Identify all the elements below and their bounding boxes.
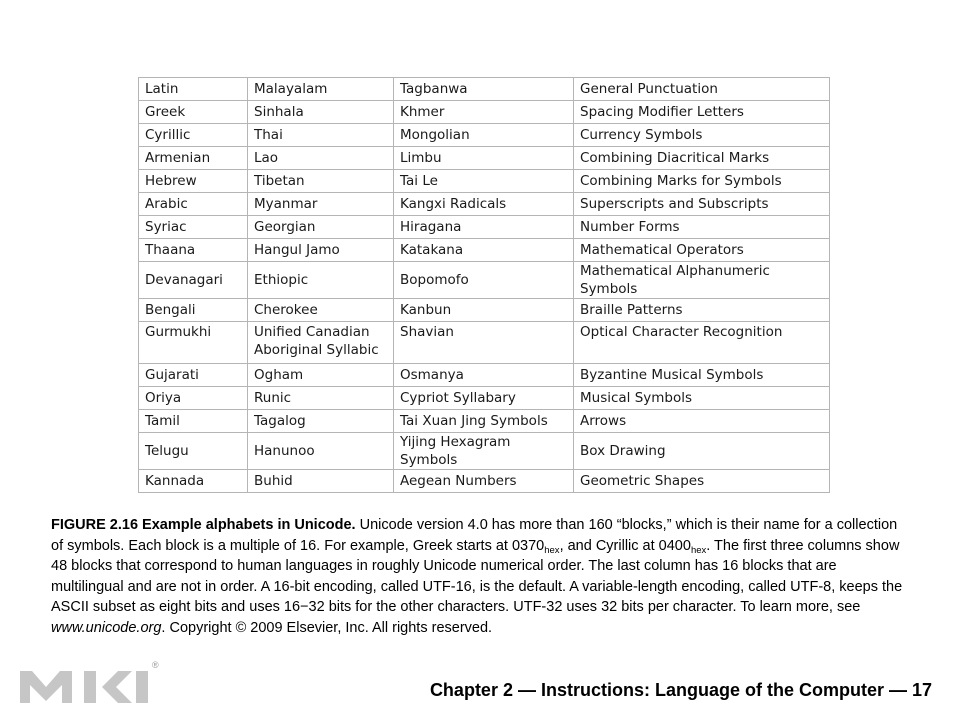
table-cell: Katakana: [394, 239, 574, 262]
table-cell: Arrows: [574, 410, 830, 433]
table-cell: Latin: [139, 78, 248, 101]
table-cell: Gurmukhi: [139, 322, 248, 364]
table-cell: Braille Patterns: [574, 299, 830, 322]
table-cell: Combining Marks for Symbols: [574, 170, 830, 193]
table-cell: Sinhala: [248, 101, 394, 124]
table-cell: Buhid: [248, 470, 394, 493]
table-cell: Malayalam: [248, 78, 394, 101]
table-cell: Aegean Numbers: [394, 470, 574, 493]
table-cell: Oriya: [139, 387, 248, 410]
table-cell: Cherokee: [248, 299, 394, 322]
table-cell: Superscripts and Subscripts: [574, 193, 830, 216]
chapter-footer: Chapter 2 — Instructions: Language of the Computer — 17: [429, 680, 932, 700]
caption-text: . The first three columns show 48 blocks that correspond to human languages in roughly Unicode numerical order. The last column has 16 blocks that are multilingual and are not in order. A 16-bit encoding, called UTF-16, is the default. A variable-length encoding, called UTF-8, keeps the ASCII subset as eight bits and uses 16−32 bits for the other characters. UTF-32 uses 32 bits per character. To learn more, see: [51, 537, 903, 615]
table-cell: Geometric Shapes: [574, 470, 830, 493]
table-cell: Kanbun: [394, 299, 574, 322]
figure-label: FIGURE 2.16 Example alphabets in Unicode.: [51, 517, 356, 533]
table-cell: Tai Le: [394, 170, 574, 193]
table-cell: Tagbanwa: [394, 78, 574, 101]
table-row: [139, 364, 830, 387]
table-cell: Tai Xuan Jing Symbols: [394, 410, 574, 433]
table-cell: Unified Canadian Aboriginal Syllabic: [248, 322, 394, 364]
table-cell: Limbu: [394, 147, 574, 170]
table-row: [139, 147, 830, 170]
table-cell: Osmanya: [394, 364, 574, 387]
table-cell: Thai: [248, 124, 394, 147]
table-cell: Kannada: [139, 470, 248, 493]
table-cell: Mathematical Operators: [574, 239, 830, 262]
caption-text: . Copyright © 2009 Elsevier, Inc. All rights reserved.: [161, 619, 493, 636]
table-cell: Mongolian: [394, 124, 574, 147]
table-cell: Lao: [248, 147, 394, 170]
table-cell: Armenian: [139, 147, 248, 170]
table-cell: Yijing Hexagram Symbols: [394, 433, 574, 470]
subscript-hex: hex: [544, 544, 560, 556]
table-cell: Currency Symbols: [574, 124, 830, 147]
table-cell: Greek: [139, 101, 248, 124]
table-row: [139, 262, 830, 299]
table-row: [139, 78, 830, 101]
table-cell: Tibetan: [248, 170, 394, 193]
table-cell: Combining Diacritical Marks: [574, 147, 830, 170]
table-cell: Syriac: [139, 216, 248, 239]
table-row: [139, 124, 830, 147]
unicode-blocks-table: [138, 77, 830, 493]
table-row: [139, 239, 830, 262]
table-row: [139, 387, 830, 410]
registered-mark: ®: [152, 660, 159, 670]
table-row: [139, 193, 830, 216]
table-cell: Georgian: [248, 216, 394, 239]
table-row: [139, 170, 830, 193]
table-cell: Hiragana: [394, 216, 574, 239]
table-row: [139, 410, 830, 433]
table-cell: General Punctuation: [574, 78, 830, 101]
table-cell: Gujarati: [139, 364, 248, 387]
figure-caption: [51, 515, 913, 638]
caption-text: , and Cyrillic at 0400: [559, 537, 691, 554]
table-cell: Kangxi Radicals: [394, 193, 574, 216]
table-cell: Devanagari: [139, 262, 248, 299]
unicode-url: www.unicode.org: [51, 619, 162, 636]
table-row: [139, 101, 830, 124]
table-cell: Spacing Modifier Letters: [574, 101, 830, 124]
mk-logo-icon: [18, 657, 163, 707]
table-cell: Byzantine Musical Symbols: [574, 364, 830, 387]
table-cell: Shavian: [394, 322, 574, 364]
table-cell: Arabic: [139, 193, 248, 216]
table-cell: Thaana: [139, 239, 248, 262]
table-cell: Tamil: [139, 410, 248, 433]
table-cell: Runic: [248, 387, 394, 410]
table-cell: Number Forms: [574, 216, 830, 239]
table-cell: Musical Symbols: [574, 387, 830, 410]
table-cell: Cypriot Syllabary: [394, 387, 574, 410]
table-cell: Ogham: [248, 364, 394, 387]
table-cell: Cyrillic: [139, 124, 248, 147]
table-cell: Box Drawing: [574, 433, 830, 470]
table-cell: Hangul Jamo: [248, 239, 394, 262]
table-cell: Khmer: [394, 101, 574, 124]
table-cell: Tagalog: [248, 410, 394, 433]
caption-text: Unicode version 4.0 has more than 160 “blocks,” which is their name for a collection of symbols. Each block is a multiple of 16. For example, Greek starts at 0370: [51, 517, 898, 554]
table-row: [139, 322, 830, 364]
table-row: [139, 433, 830, 470]
table-cell: Optical Character Recognition: [574, 322, 830, 364]
table-body: [139, 78, 830, 493]
table-row: [139, 216, 830, 239]
table-cell: Bopomofo: [394, 262, 574, 299]
subscript-hex: hex: [690, 544, 707, 556]
table-cell: Myanmar: [248, 193, 394, 216]
table-cell: Ethiopic: [248, 262, 394, 299]
table-row: [139, 299, 830, 322]
table-cell: Hanunoo: [248, 433, 394, 470]
table-cell: Bengali: [139, 299, 248, 322]
table-cell: Telugu: [139, 433, 248, 470]
table-row: [139, 470, 830, 493]
table-cell: Mathematical Alphanumeric Symbols: [574, 262, 830, 299]
table-cell: Hebrew: [139, 170, 248, 193]
